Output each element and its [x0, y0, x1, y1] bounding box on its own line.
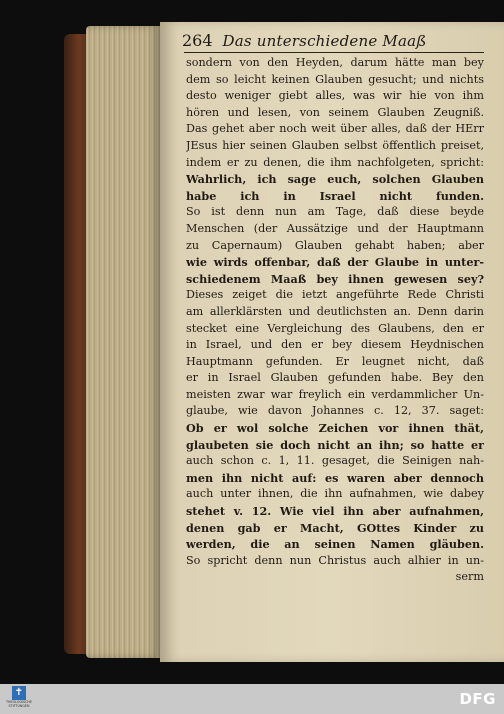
viewer-footer [0, 684, 504, 714]
text-line: er in Israel Glauben gefunden habe. Bey den [186, 371, 484, 385]
running-title: Das unterschiedene Maaß [222, 32, 427, 50]
text-line: meisten zwar war freylich ein verdammlicher Un- [186, 387, 484, 401]
text-line: am allerklärsten und deutlichsten an. Denn darin [186, 304, 484, 318]
dfg-logo[interactable]: DFG [459, 690, 496, 708]
institution-logo-line-1: THEOLOGISCHE [6, 700, 32, 704]
text-line: Hauptmann gefunden. Er leugnet nicht, daß [186, 354, 484, 368]
text-line: sondern von den Heyden, darum hätte man bey [186, 56, 484, 69]
institution-logo-icon: ✝ [12, 686, 26, 700]
text-line: dem so leicht keinen Glauben gesucht; und nichts [186, 72, 484, 86]
text-line: in Israel, und den er bey diesem Heydnischen [186, 338, 484, 352]
text-block [186, 55, 484, 586]
text-line: indem er zu denen, die ihm nachfolgeten, spricht: [186, 155, 484, 169]
text-line: stecket eine Vergleichung des Glaubens, den er [186, 321, 484, 335]
page-edges [86, 26, 160, 658]
text-line: Menschen (der Aussätzige und der Hauptmann [186, 221, 484, 235]
header-rule [184, 52, 484, 53]
text-line: stehet v. 12. Wie viel ihn aber aufnahmen, [186, 504, 484, 519]
text-line: Das gehet aber noch weit über alles, daß der HErr [186, 122, 484, 136]
institution-logo[interactable] [6, 686, 32, 712]
book [64, 22, 504, 662]
text-line: desto weniger giebt alles, was wir hie von ihm [186, 89, 484, 103]
text-line: schiedenem Maaß bey ihnen gewesen sey? [186, 271, 484, 286]
page-header [182, 22, 502, 50]
text-line: zu Capernaum) Glauben gehabt haben; aber [186, 238, 484, 252]
text-line: auch unter ihnen, die ihn aufnahmen, wie dabey [186, 487, 484, 501]
text-line: werden, die an seinen Namen gläuben. [186, 537, 484, 552]
text-line: JEsus hier seinen Glauben selbst öffentlich preiset, [186, 138, 484, 152]
text-line: habe ich in Israel nicht funden. [186, 188, 484, 203]
text-line: wie wirds offenbar, daß der Glaube in unter- [186, 255, 484, 270]
text-line: So ist denn nun am Tage, daß diese beyde [186, 205, 484, 219]
text-line: auch schon c. 1, 11. gesaget, die Seinigen nah- [186, 454, 484, 468]
text-line: glaubeten sie doch nicht an ihn; so hatte er [186, 437, 484, 452]
text-line: Ob er wol solche Zeichen vor ihnen thät, [186, 421, 484, 436]
text-line: glaube, wie davon Johannes c. 12, 37. saget: [186, 404, 484, 418]
text-line: Wahrlich, ich sage euch, solchen Glauben [186, 172, 484, 187]
text-line: Dieses zeiget die ietzt angeführte Rede Christi [186, 288, 484, 302]
text-line: serm [455, 570, 484, 584]
text-line: hören und lesen, von seinem Glauben Zeugniß. [186, 105, 484, 119]
page-number: 264 [182, 31, 213, 50]
text-line: men ihn nicht auf: es waren aber dennoch [186, 470, 484, 485]
institution-logo-line-2: STIFTUNGEN [8, 704, 30, 708]
text-line: denen gab er Macht, GOttes Kinder zu [186, 520, 484, 535]
text-line: So spricht denn nun Christus auch alhier in un- [186, 553, 484, 567]
